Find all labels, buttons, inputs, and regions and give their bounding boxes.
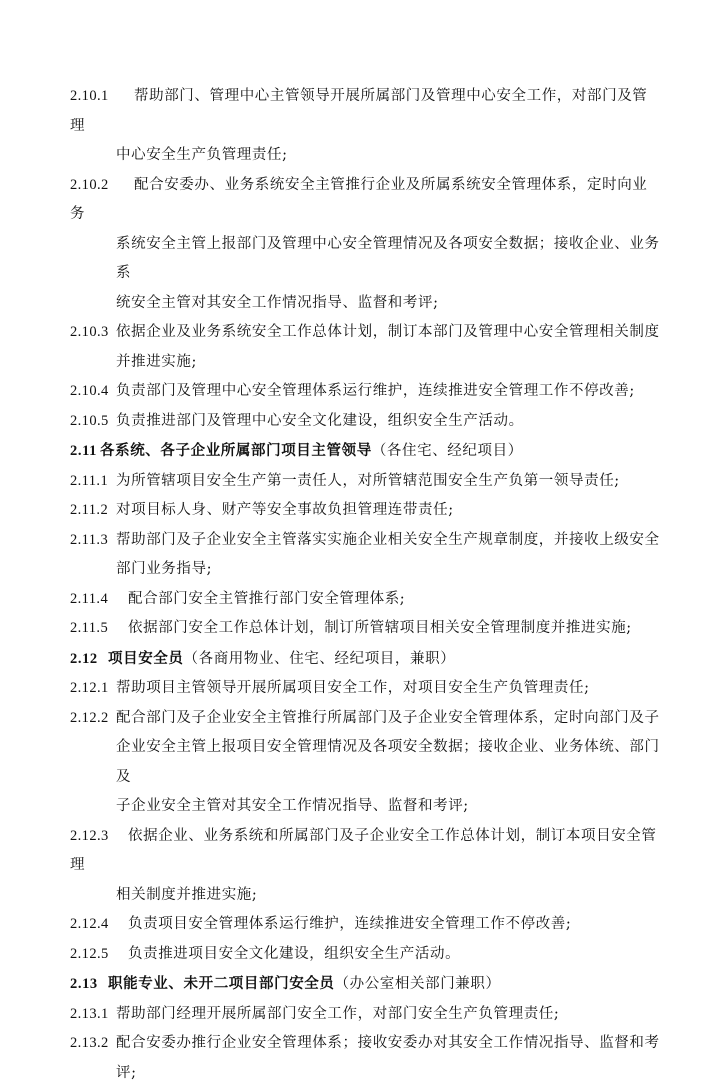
clause-2-10-1	[70, 82, 662, 171]
section-2-11	[70, 436, 662, 644]
clause-text-cont: 企业安全主管上报项目安全管理情况及各项安全数据；接收企业、业务体统、部门及	[70, 733, 662, 792]
clause-2-11-5	[70, 614, 662, 644]
clause-text: 配合部门及子企业安全主管推行所属部门及子企业安全管理体系，定时向部门及子	[116, 710, 660, 726]
clause-text-cont: 部门业务指导;	[70, 555, 662, 585]
clause-text: 配合安委办推行企业安全管理体系；接收安委办对其安全工作情况指导、监督和考	[116, 1035, 660, 1051]
clause-text: 依据企业、业务系统和所属部门及子企业安全工作总体计划，制订本项目安全管理	[70, 828, 657, 874]
clause-text-cont: 系统安全主管上报部门及管理中心安全管理情况及各项安全数据；接收企业、业务系	[70, 230, 662, 289]
section-2-12	[70, 644, 662, 970]
clause-text-cont: 相关制度并推进实施;	[70, 881, 662, 911]
clause-2-10-5	[70, 407, 662, 437]
clause-text: 负责推进项目安全文化建设，组织安全生产活动。	[128, 946, 460, 962]
clause-text: 帮助项目主管领导开展所属项目安全工作，对项目安全生产负管理责任;	[116, 680, 590, 696]
clause-2-13-1	[70, 1000, 662, 1030]
clause-number: 2.13.2	[70, 1029, 116, 1059]
section-note: （各住宅、经纪项目）	[372, 443, 523, 459]
section-number: 2.11	[70, 437, 100, 467]
clause-number: 2.12.2	[70, 704, 116, 734]
clause-text: 依据企业及业务系统安全工作总体计划，制订本部门及管理中心安全管理相关制度	[116, 324, 660, 340]
clause-text: 负责推进部门及管理中心安全文化建设，组织安全生产活动。	[116, 413, 524, 429]
clause-number: 2.11.2	[70, 496, 116, 526]
section-title: 职能专业、未开二项目部门安全员	[108, 975, 335, 992]
clause-number: 2.11.5	[70, 614, 128, 644]
clause-text: 为所管辖项目安全生产第一责任人，对所管辖范围安全生产负第一领导责任;	[116, 473, 620, 489]
clause-text: 帮助部门及子企业安全主管落实实施企业相关安全生产规章制度，并接收上级安全	[116, 532, 660, 548]
clause-text-cont: 评;	[70, 1059, 662, 1088]
clause-number: 2.10.5	[70, 407, 116, 437]
clause-text: 负责项目安全管理体系运行维护，连续推进安全管理工作不停改善;	[128, 916, 571, 932]
clause-text: 对项目标人身、财产等安全事故负担管理连带责任;	[116, 502, 454, 518]
section-title: 项目安全员	[108, 650, 184, 667]
clause-text: 帮助部门、管理中心主管领导开展所属部门及管理中心安全工作，对部门及管理	[70, 88, 647, 134]
clause-number: 2.12.4	[70, 910, 128, 940]
section-2-13	[70, 969, 662, 1088]
section-note: （各商用物业、住宅、经纪项目，兼职）	[184, 651, 456, 667]
clause-2-10-3	[70, 318, 662, 377]
clause-text: 依据部门安全工作总体计划，制订所管辖项目相关安全管理制度并推进实施;	[128, 620, 632, 636]
section-heading	[70, 969, 662, 1000]
clause-number: 2.10.1	[70, 82, 134, 112]
clause-text-cont: 并推进实施;	[70, 348, 662, 378]
clause-2-12-4	[70, 910, 662, 940]
clause-2-11-3	[70, 526, 662, 585]
section-heading	[70, 644, 662, 675]
clause-number: 2.12.3	[70, 822, 128, 852]
clause-number: 2.11.4	[70, 585, 128, 615]
clause-2-12-1	[70, 674, 662, 704]
clause-number: 2.11.3	[70, 526, 116, 556]
clause-2-13-2	[70, 1029, 662, 1088]
clause-2-10-2	[70, 171, 662, 319]
section-number: 2.13	[70, 970, 108, 1000]
clause-2-12-3	[70, 822, 662, 911]
clause-text-cont: 子企业安全主管对其安全工作情况指导、监督和考评;	[70, 792, 662, 822]
section-2-10	[70, 82, 662, 436]
section-title: 各系统、各子企业所属部门项目主管领导	[100, 442, 372, 459]
clause-number: 2.13.1	[70, 1000, 116, 1030]
section-note: （办公室相关部门兼职）	[335, 976, 501, 992]
clause-number: 2.12.5	[70, 940, 128, 970]
clause-2-10-4	[70, 377, 662, 407]
clause-2-11-1	[70, 467, 662, 497]
section-number: 2.12	[70, 645, 108, 675]
clause-2-11-2	[70, 496, 662, 526]
clause-text: 配合部门安全主管推行部门安全管理体系;	[128, 591, 405, 607]
clause-number: 2.10.3	[70, 318, 116, 348]
clause-number: 2.11.1	[70, 467, 116, 497]
clause-number: 2.10.4	[70, 377, 116, 407]
clause-text: 帮助部门经理开展所属部门安全工作，对部门安全生产负管理责任;	[116, 1006, 559, 1022]
clause-number: 2.12.1	[70, 674, 116, 704]
clause-text: 配合安委办、业务系统安全主管推行企业及所属系统安全管理体系，定时向业务	[70, 177, 647, 223]
clause-2-11-4	[70, 585, 662, 615]
clause-number: 2.10.2	[70, 171, 134, 201]
clause-text-cont: 统安全主管对其安全工作情况指导、监督和考评;	[70, 289, 662, 319]
section-heading	[70, 436, 662, 467]
clause-2-12-5	[70, 940, 662, 970]
clause-text: 负责部门及管理中心安全管理体系运行维护，连续推进安全管理工作不停改善;	[116, 383, 635, 399]
clause-2-12-2	[70, 704, 662, 822]
clause-text-cont: 中心安全生产负管理责任;	[70, 141, 662, 171]
